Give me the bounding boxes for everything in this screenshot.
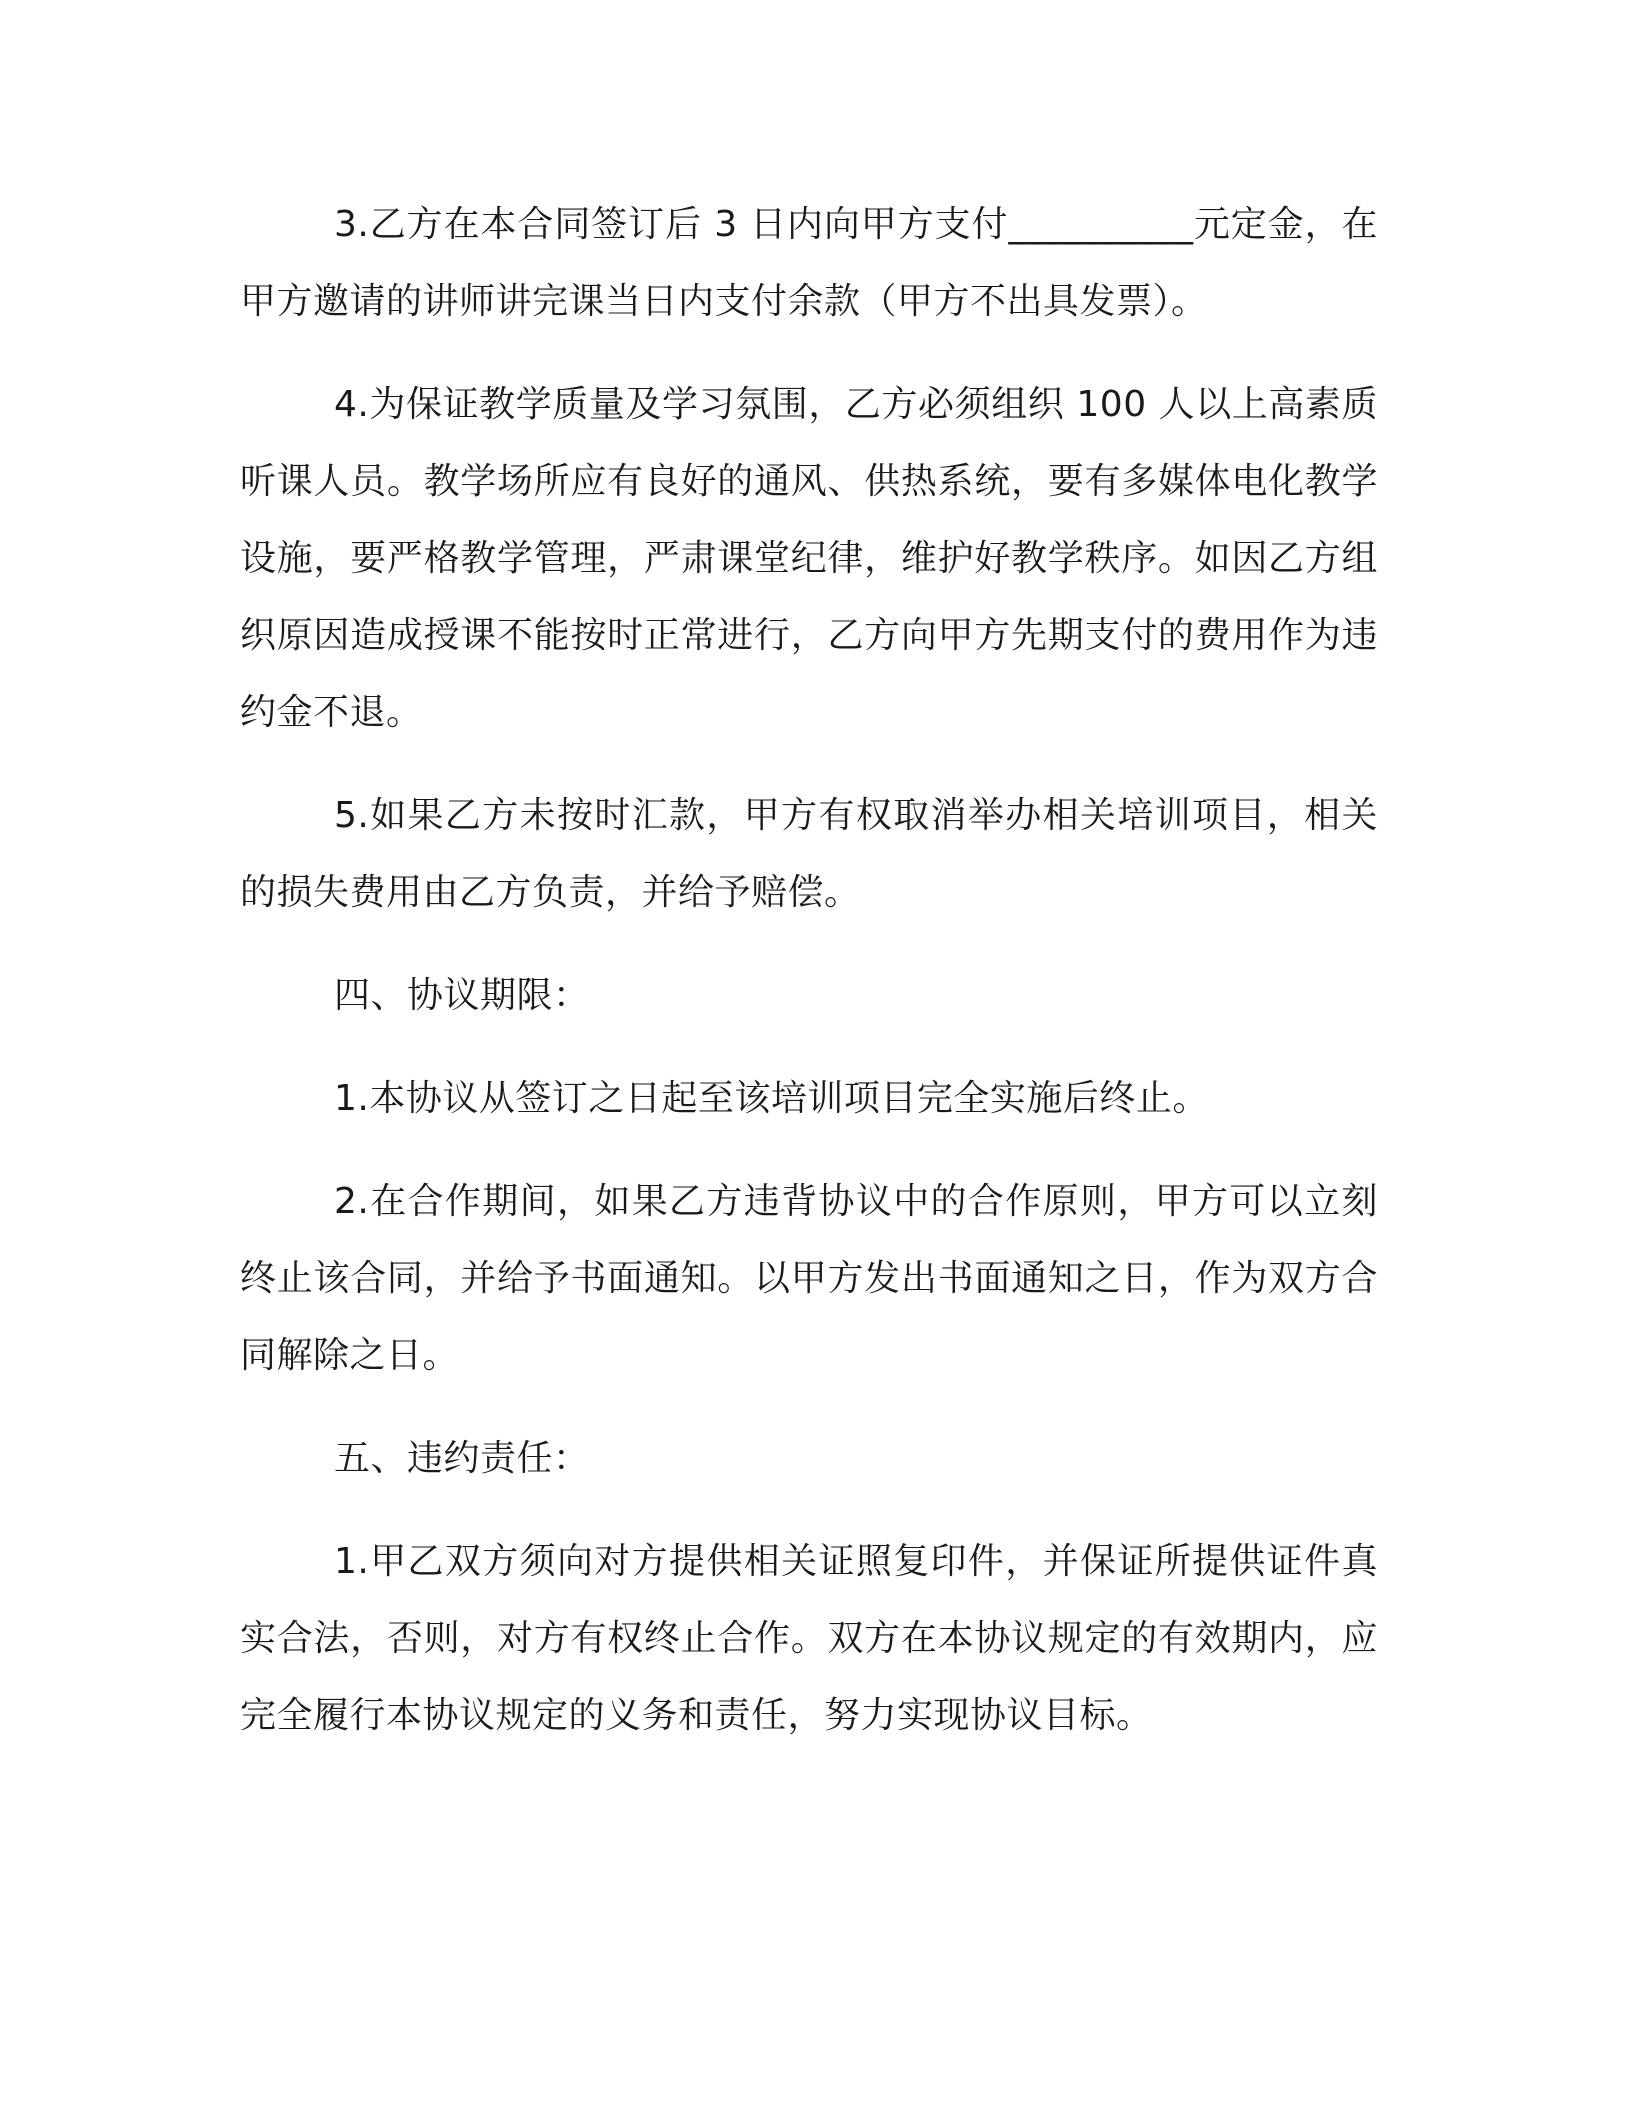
term-clause-2: 2.在合作期间，如果乙方违背协议中的合作原则，甲方可以立刻终止该合同，并给予书面通知。以甲方发出书面通知之日，作为双方合同解除之日。 [240, 1181, 1378, 1376]
section-heading-breach: 五、违约责任： [334, 1438, 590, 1479]
clause-3-payment: 3.乙方在本合同签订后 3 日内向甲方支付__________元定金，在甲方邀请的讲师讲完课当日内支付余款（甲方不出具发票）。 [240, 204, 1378, 322]
clause-4-quality: 4.为保证教学质量及学习氛围，乙方必须组织 100 人以上高素质听课人员。教学场所应有良好的通风、供热系统，要有多媒体电化教学设施，要严格教学管理，严肃课堂纪律，维护好教学秩序。如因乙方组织原因造成授课不能按时正常进行，乙方向甲方先期支付的费用作为违约金不退。 [240, 384, 1378, 733]
clause-5-remittance: 5.如果乙方未按时汇款，甲方有权取消举办相关培训项目，相关的损失费用由乙方负责，并给予赔偿。 [240, 795, 1378, 913]
term-clause-1: 1.本协议从签订之日起至该培训项目完全实施后终止。 [334, 1078, 1209, 1119]
document-body [240, 186, 1378, 1780]
breach-clause-1: 1.甲乙双方须向对方提供相关证照复印件，并保证所提供证件真实合法，否则，对方有权终止合作。双方在本协议规定的有效期内，应完全履行本协议规定的义务和责任，努力实现协议目标。 [240, 1541, 1378, 1736]
section-heading-term: 四、协议期限： [334, 975, 590, 1016]
